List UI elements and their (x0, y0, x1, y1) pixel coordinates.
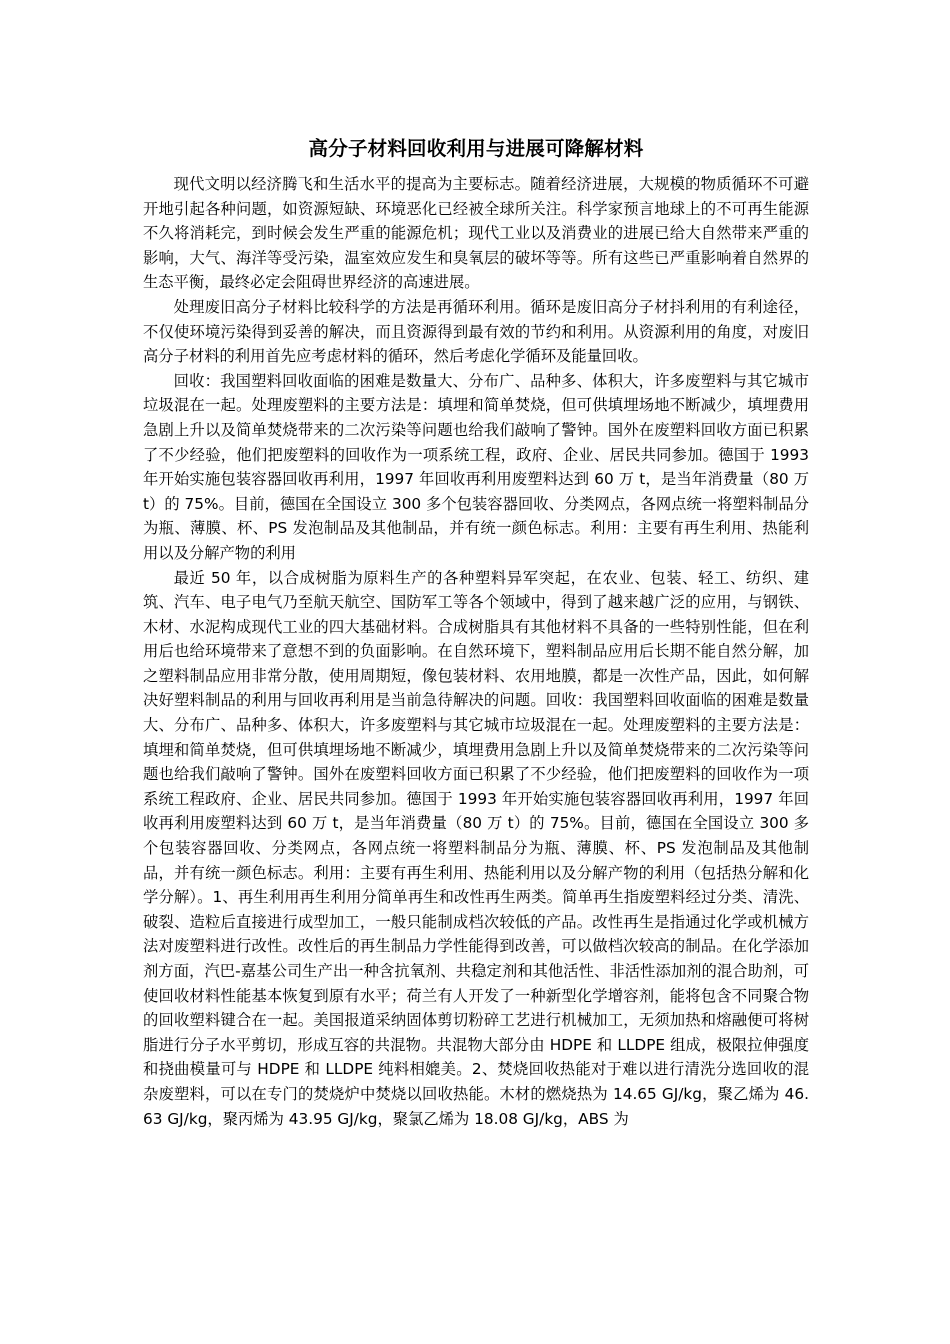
document-title: 高分子材料回收利用与进展可降解材料 (308, 137, 644, 160)
paragraph-intro: 现代文明以经济腾飞和生活水平的提高为主要标志。随着经济进展，大规模的物质循环不可避开地引起各种问题，如资源短缺、环境恶化已经被全球所关注。科学家预言地球上的不可再生能源不久将消耗完，到时候会发生严重的能源危机；现代工业以及消费业的进展已给大自然带来严重的影响，大气、海洋等受污染，温室效应发生和臭氧层的破坏等等。所有这些已严重影响着自然界的生态平衡，最终必定会阻碍世界经济的高速进展。 (143, 175, 809, 292)
paragraph-plastics-history: 最近 50 年，以合成树脂为原料生产的各种塑料异军突起，在农业、包装、轻工、纺织、建筑、汽车、电子电气乃至航天航空、国防军工等各个领域中，得到了越来越广泛的应用，与钢铁、木材、水泥构成现代工业的四大基础材料。合成树脂具有其他材料不具备的一些特别性能，但在利用后也给环境带来了意想不到的负面影响。在自然环境下，塑料制品应用后长期不能自然分解，加之塑料制品应用非常分散，使用周期短，像包装材料、农用地膜，都是一次性产品，因此，如何解决好塑料制品的利用与回收再利用是当前急待解决的问题。回收：我国塑料回收面临的困难是数量大、分布广、品种多、体积大，许多废塑料与其它城市垃圾混在一起。处理废塑料的主要方法是：填埋和简单焚烧，但可供填埋场地不断减少，填埋费用急剧上升以及简单焚烧带来的二次污染等问题也给我们敲响了警钟。国外在废塑料回收方面已积累了不少经验，他们把废塑料的回收作为一项系统工程政府、企业、居民共同参加。德国于 1993 年开始实施包装容器回收再利用，1997 年回收再利用废塑料达到 60 万 t，是当年消费量（80 万 t）的 75%。目前，德国在全国设立 300 多个包装容器回收、分类网点，各网点统一将塑料制品分为瓶、薄膜、杯、PS 发泡制品及其他制品，并有统一颜色标志。利用：主要有再生利用、热能利用以及分解产物的利用（包括热分解和化学分解）。1、再生利用再生利用分简单再生和改性再生两类。简单再生指废塑料经过分类、清洗、破裂、造粒后直接进行成型加工，一般只能制成档次较低的产品。改性再生是指通过化学或机械方法对废塑料进行改性。改性后的再生制品力学性能得到改善，可以做档次较高的制品。在化学添加剂方面，汽巴-嘉基公司生产出一种含抗氧剂、共稳定剂和其他活性、非活性添加剂的混合助剂，可使回收材料性能基本恢复到原有水平；荷兰有人开发了一种新型化学增容剂，能将包含不同聚合物的回收塑料键合在一起。美国报道采纳固体剪切粉碎工艺进行机械加工，无须加热和熔融便可将树脂进行分子水平剪切，形成互容的共混物。共混物大部分由 HDPE 和 LLDPE 组成，极限拉伸强度和挠曲模量可与 HDPE 和 LLDPE 纯料相媲美。2、焚烧回收热能对于难以进行清洗分选回收的混杂废塑料，可以在专门的焚烧炉中焚烧以回收热能。木材的燃烧热为 14.65 GJ/kg，聚乙烯为 46.63 GJ/kg，聚丙烯为 43.95 GJ/kg，聚氯乙烯为 18.08 GJ/kg，ABS 为 (143, 568, 809, 1128)
document-page (143, 132, 809, 1131)
paragraph-recycling-method: 处理废旧高分子材料比较科学的方法是再循环利用。循环是废旧高分子材抖利用的有利途径，不仅使环境污染得到妥善的解决，而且资源得到最有效的节约和利用。从资源利用的角度，对废旧高分子材料的利用首先应考虑材料的循环，然后考虑化学循环及能量回收。 (143, 297, 809, 366)
paragraph-recovery: 回收：我国塑料回收面临的困难是数量大、分布广、品种多、体积大，许多废塑料与其它城市垃圾混在一起。处理废塑料的主要方法是：填埋和简单焚烧，但可供填埋场地不断减少，填埋费用急剧上升以及简单焚烧带来的二次污染等问题也给我们敲响了警钟。国外在废塑料回收方面已积累了不少经验，他们把废塑料的回收作为一项系统工程，政府、企业、居民共同参加。德国于 1993 年开始实施包装容器回收再利用，1997 年回收再利用废塑料达到 60 万 t，是当年消费量（80 万 t）的 75%。目前，德国在全国设立 300 多个包装容器回收、分类网点，各网点统一将塑料制品分为瓶、薄膜、杯、PS 发泡制品及其他制品，并有统一颜色标志。利用：主要有再生利用、热能利用以及分解产物的利用 (143, 371, 809, 562)
